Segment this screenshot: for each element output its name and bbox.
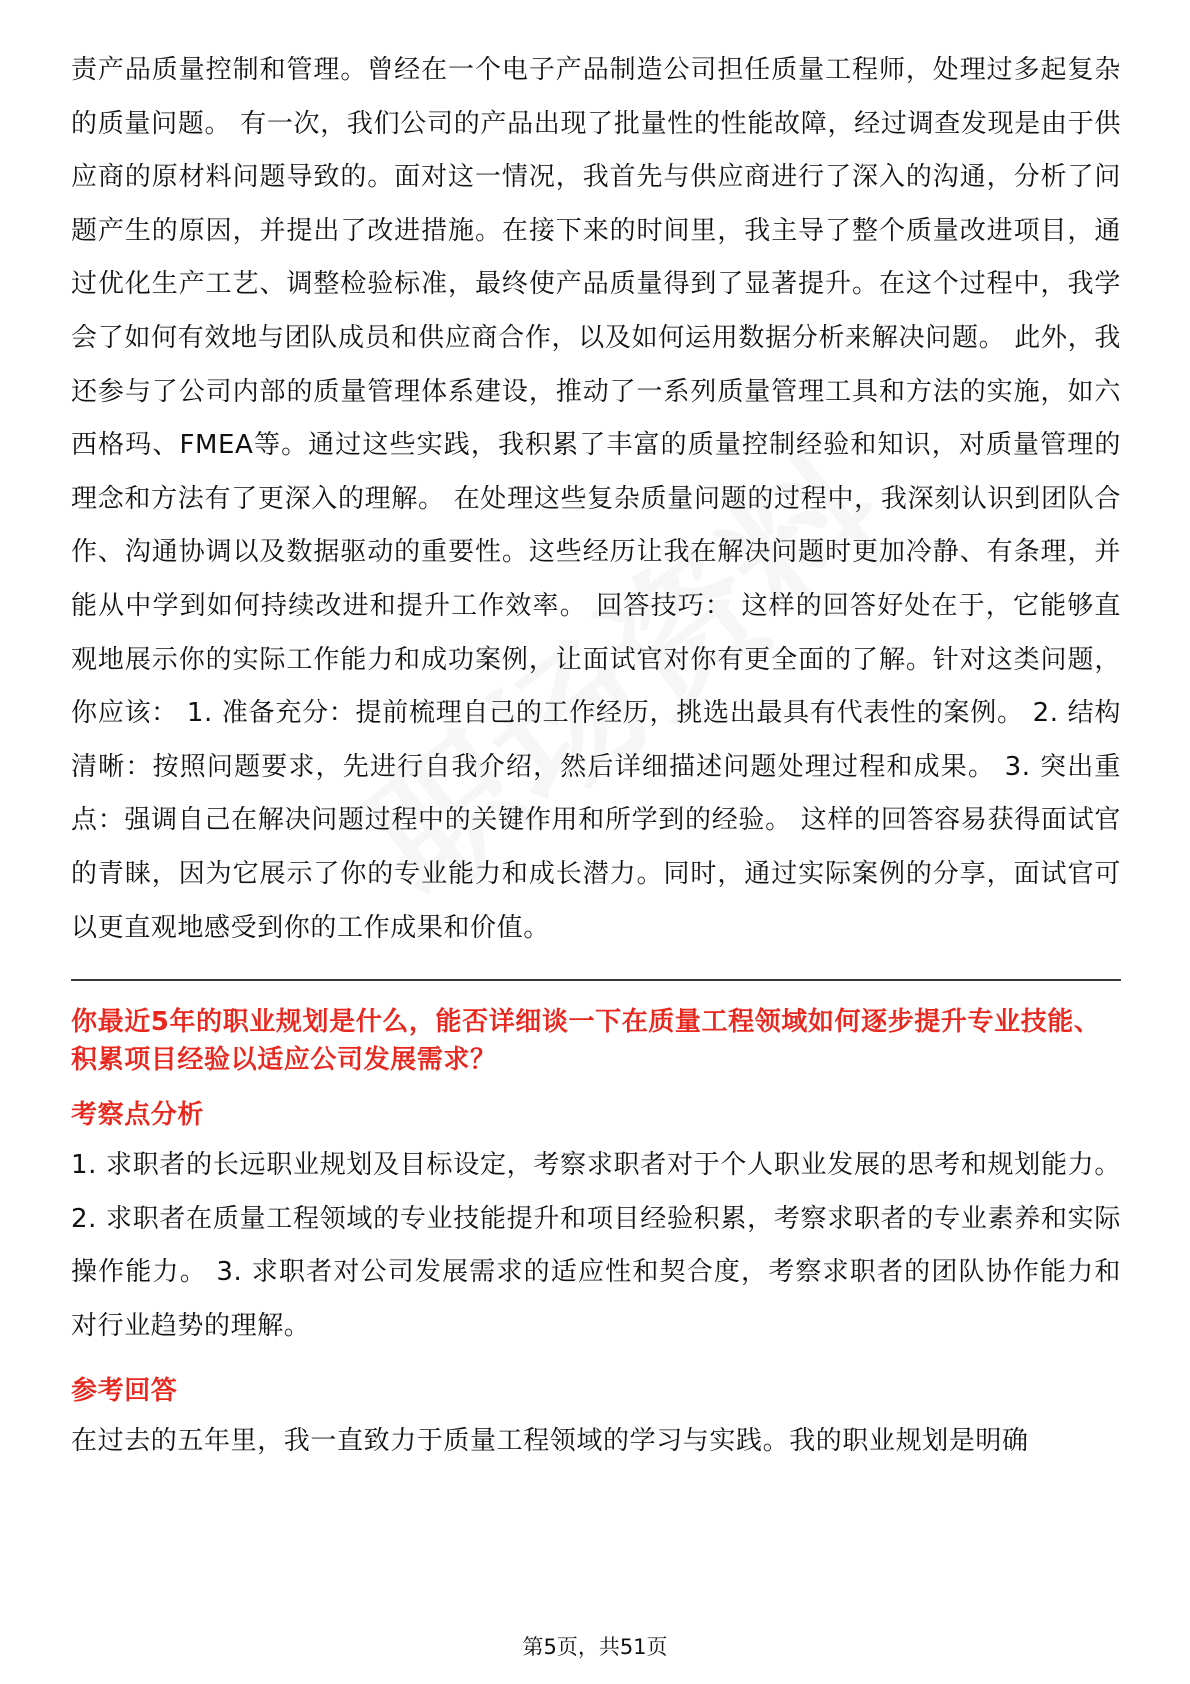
continued-answer-paragraph: 责产品质量控制和管理。曾经在一个电子产品制造公司担任质量工程师，处理过多起复杂的质量问题。 有一次，我们公司的产品出现了批量性的性能故障，经过调查发现是由于供应商的原材料问题导致的。面对这一情况，我首先与供应商进行了深入的沟通，分析了问题产生的原因，并提出了改进措施。在接下来的时间里，我主导了整个质量改进项目，通过优化生产工艺、调整检验标准，最终使产品质量得到了显著提升。在这个过程中，我学会了如何有效地与团队成员和供应商合作，以及如何运用数据分析来解决问题。 此外，我还参与了公司内部的质量管理体系建设，推动了一系列质量管理工具和方法的实施，如六西格玛、FMEA等。通过这些实践，我积累了丰富的质量控制经验和知识，对质量管理的理念和方法有了更深入的理解。 在处理这些复杂质量问题的过程中，我深刻认识到团队合作、沟通协调以及数据驱动的重要性。这些经历让我在解决问题时更加冷静、有条理，并能从中学到如何持续改进和提升工作效率。 回答技巧： 这样的回答好处在于，它能够直观地展示你的实际工作能力和成功案例，让面试官对你有更全面的了解。针对这类问题，你应该： 1. 准备充分：提前梳理自己的工作经历，挑选出最具有代表性的案例。 2. 结构清晰：按照问题要求，先进行自我介绍，然后详细描述问题处理过程和成果。 3. 突出重点：强调自己在解决问题过程中的关键作用和所学到的经验。 这样的回答容易获得面试官的青睐，因为它展示了你的专业能力和成长潜力。同时，通过实际案例的分享，面试官可以更直观地感受到你的工作成果和价值。 — [71, 55, 1121, 943]
reference-answer-heading: 参考回答 — [71, 1376, 178, 1407]
analysis-paragraph: 1. 求职者的长远职业规划及目标设定，考察求职者对于个人职业发展的思考和规划能力。 2. 求职者在质量工程领域的专业技能提升和项目经验积累，考察求职者的专业素养和实际操作能力。 3. 求职者对公司发展需求的适应性和契合度，考察求职者的团队协作能力和对行业趋势的理解。 — [71, 1150, 1121, 1341]
interview-question: 你最近5年的职业规划是什么，能否详细谈一下在质量工程领域如何逐步提升专业技能、积累项目经验以适应公司发展需求？ — [71, 1007, 1101, 1076]
analysis-heading: 考察点分析 — [71, 1100, 205, 1131]
page-content — [71, 44, 1121, 1469]
reference-answer-paragraph: 在过去的五年里，我一直致力于质量工程领域的学习与实践。我的职业规划是明确 — [71, 1426, 1029, 1457]
page-number-footer: 第5页，共51页 — [522, 1635, 668, 1659]
section-divider — [71, 979, 1121, 981]
